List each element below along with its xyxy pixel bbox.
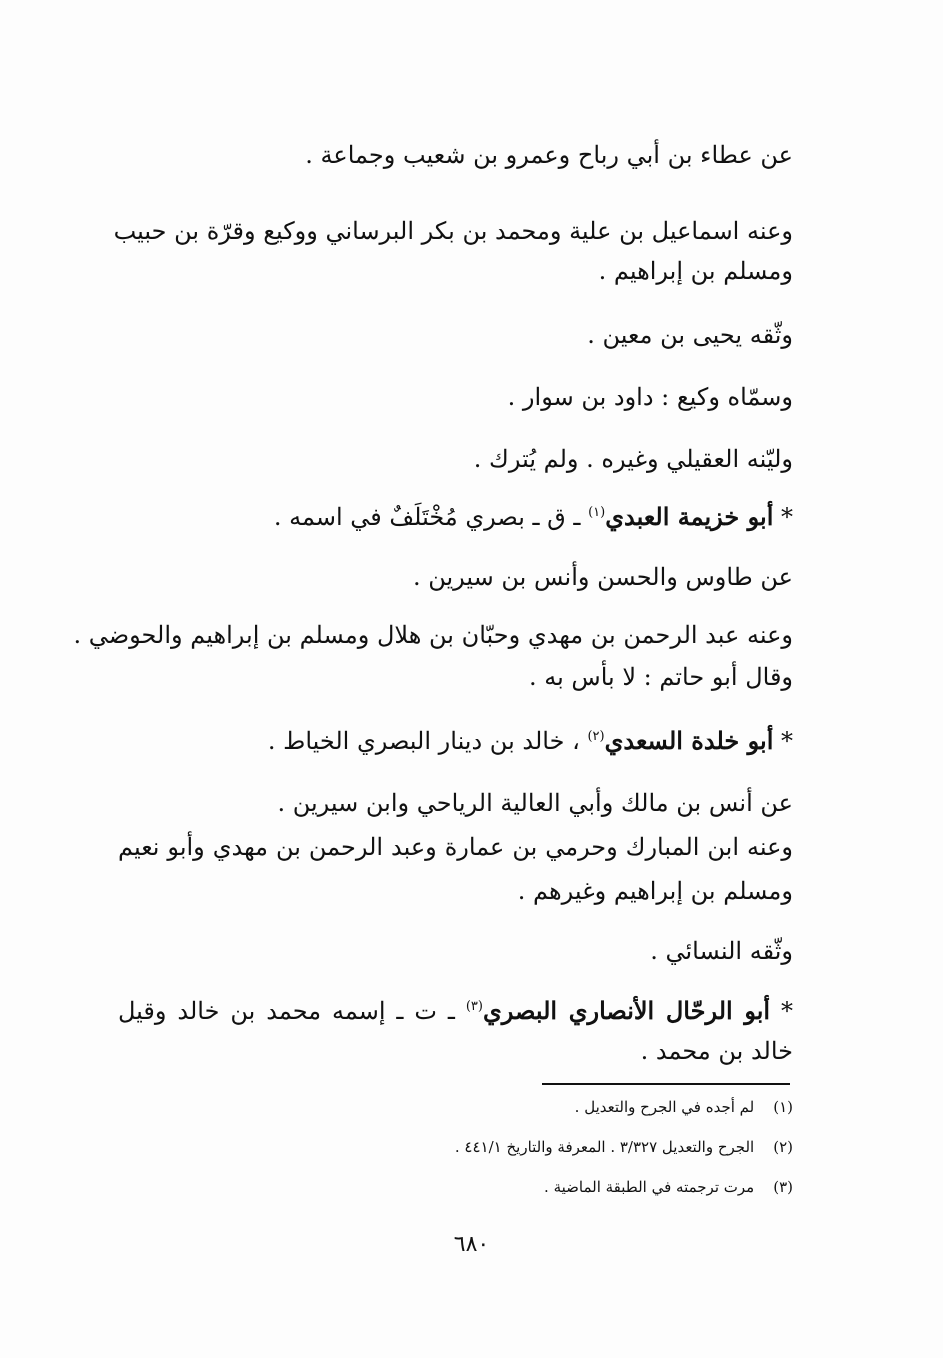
footnote <box>575 1096 793 1118</box>
footnote-ref: (١) <box>588 505 606 520</box>
text-line: وعنه عبد الرحمن بن مهدي وحبّان بن هلال ومسلم بن إبراهيم والحوضي . <box>73 621 793 649</box>
text-line: عن طاوس والحسن وأنس بن سيرين . <box>412 563 793 591</box>
text-line: وسمّاه وكيع : داود بن سوار . <box>507 383 793 411</box>
text-line: خالد بن محمد . <box>640 1037 793 1065</box>
entry-name: أبو خزيمة العبدي <box>605 502 774 531</box>
text-line: وقال أبو حاتم : لا بأس به . <box>529 663 793 691</box>
entry-heading <box>274 500 793 534</box>
footnote <box>455 1136 793 1158</box>
text-line: عن أنس بن مالك وأبي العالية الرياحي وابن سيرين . <box>277 789 793 817</box>
entry-text: ـ ت ـ إسمه محمد بن خالد وقيل <box>118 997 455 1025</box>
entry-mark: * <box>781 503 793 531</box>
entry-heading <box>268 724 793 758</box>
footnote-number: (١) <box>773 1098 793 1116</box>
text-line: ومسلم بن إبراهيم وغيرهم . <box>517 877 793 905</box>
entry-name: أبو خلدة السعدي <box>604 726 774 755</box>
footnote-number: (٢) <box>773 1138 793 1156</box>
page-number: ٦٨٠ <box>453 1232 490 1257</box>
entry-heading <box>118 994 793 1028</box>
footnote-text: لم أجده في الجرح والتعديل . <box>574 1098 755 1116</box>
entry-text: ـ ق ـ بصري مُخْتَلَفٌ في اسمه . <box>273 503 581 531</box>
footnote-ref: (٣) <box>465 999 483 1014</box>
footnote <box>544 1176 793 1198</box>
entry-mark: * <box>781 997 793 1025</box>
text-line: وعنه ابن المبارك وحرمي بن عمارة وعبد الرحمن بن مهدي وأبو نعيم <box>118 833 793 861</box>
text-line: وليّنه العقيلي وغيره . ولم يُترك . <box>473 445 793 473</box>
footnote-ref: (٢) <box>587 729 605 744</box>
text-line: وعنه اسماعيل بن علية ومحمد بن بكر البرساني ووكيع وقرّة بن حبيب <box>113 217 793 245</box>
text-line: عن عطاء بن أبي رباح وعمرو بن شعيب وجماعة . <box>305 141 793 169</box>
footnote-text: مرت ترجمته في الطبقة الماضية . <box>544 1178 755 1196</box>
text-line: وثّقه النسائي . <box>650 937 793 965</box>
text-line: ومسلم بن إبراهيم . <box>598 257 793 285</box>
entry-name: أبو الرحّال الأنصاري البصري <box>482 996 771 1025</box>
entry-mark: * <box>781 727 793 755</box>
entry-text: ، خالد بن دينار البصري الخياط . <box>267 727 580 755</box>
footnote-number: (٣) <box>773 1178 793 1196</box>
footnote-separator <box>542 1083 790 1085</box>
text-line: وثّقه يحيى بن معين . <box>587 321 793 349</box>
footnote-text: الجرح والتعديل ٣/٣٢٧ . المعرفة والتاريخ ٤٤١/١ . <box>454 1138 755 1156</box>
